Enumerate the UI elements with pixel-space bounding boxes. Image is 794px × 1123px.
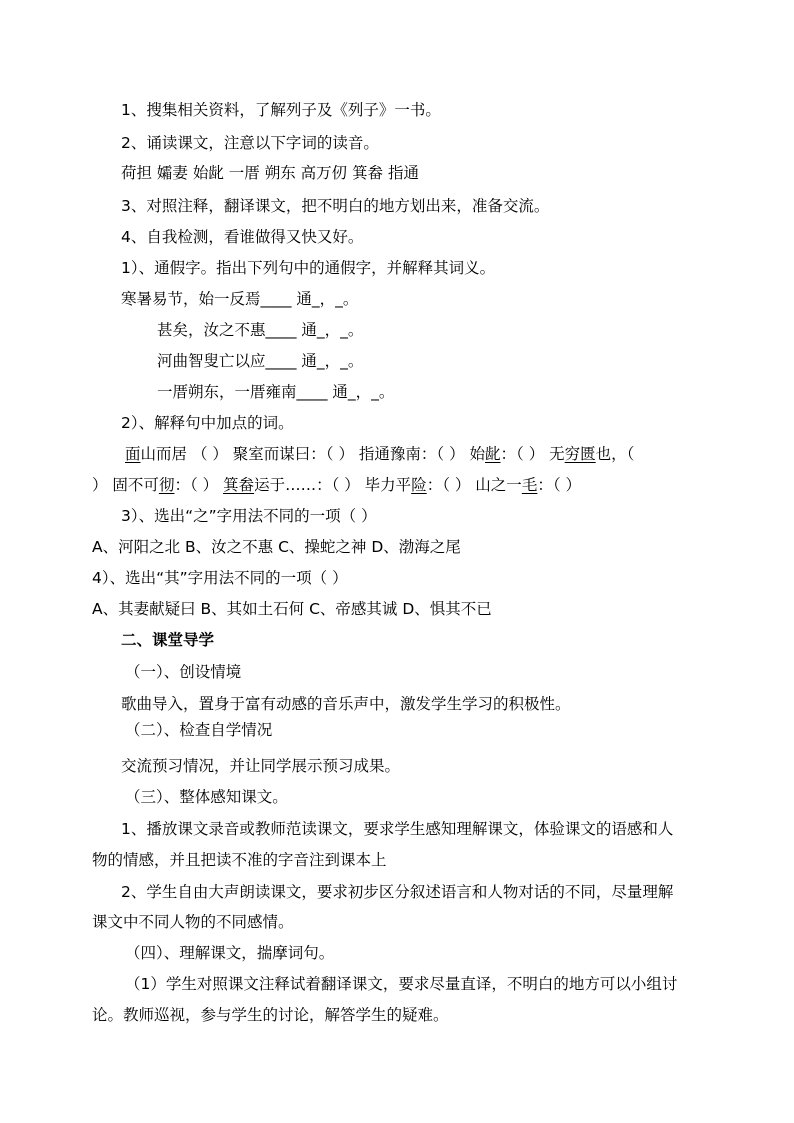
subsection-4-title: （四）、理解课文，揣摩词句。 xyxy=(125,944,335,962)
paragraph-3-line-2: 论。教师巡视，参与学生的讨论，解答学生的疑难。 xyxy=(92,1006,449,1024)
exercise-1-line-2: 甚矣，汝之不惠____ 通_，_。 xyxy=(157,321,364,339)
pronunciation-words: 荷担 孀妻 始龀 一厝 朔东 高万仞 箕畚 指通 xyxy=(121,164,419,182)
dotted-word: 毛 xyxy=(521,476,538,494)
subsection-1-title: （一）、创设情境 xyxy=(125,663,242,681)
word-text: ：（ ） 山之一 xyxy=(426,476,522,494)
exercise-4-question: 4）、选出“其”字用法不同的一项（ ） xyxy=(92,569,348,587)
word-text: 也，（ xyxy=(595,445,635,463)
paragraph-1-line-1: 1、播放课文录音或教师范读课文，要求学生感知理解课文，体验课文的语感和人 xyxy=(121,820,674,838)
exercise-1-line-1: 寒暑易节，始一反焉____ 通_，_。 xyxy=(121,290,359,308)
word-text: 运于……：（ ） 毕力平 xyxy=(254,476,412,494)
dotted-word: 箕畚 xyxy=(223,476,255,494)
exercise-2-heading: 2）、解释句中加点的词。 xyxy=(121,414,294,432)
subsection-2-title: （二）、检查自学情况 xyxy=(125,721,273,739)
exercise-4-options: A、其妻献疑曰 B、其如土石何 C、帝感其诚 D、惧其不已 xyxy=(92,600,492,618)
word-text: ） 固不可 xyxy=(92,476,159,494)
exercise-3-question: 3）、选出“之”字用法不同的一项（ ） xyxy=(121,507,377,525)
paragraph-1-line-2: 物的情感，并且把读不准的字音注到课本上 xyxy=(92,851,387,869)
word-text: ：（ ） 无 xyxy=(500,445,565,463)
paragraph-3-line-1: （1）学生对照课文注释试着翻译课文，要求尽量直译，不明白的地方可以小组讨 xyxy=(125,975,678,993)
prep-item-3: 3、对照注释，翻译课文，把不明白的地方划出来，准备交流。 xyxy=(121,197,550,215)
exercise-2-row-2 xyxy=(92,475,581,495)
exercise-1-heading: 1）、通假字。指出下列句中的通假字，并解释其词义。 xyxy=(121,259,496,277)
exercise-2-row-1 xyxy=(125,444,634,464)
prep-item-2: 2、诵读课文，注意以下字词的读音。 xyxy=(121,134,379,152)
dotted-word: 彻 xyxy=(158,476,175,494)
subsection-3-title: （三）、整体感知课文。 xyxy=(125,788,288,806)
subsection-2-text: 交流预习情况，并让同学展示预习成果。 xyxy=(121,757,401,775)
exercise-3-options: A、河阳之北 B、汝之不惠 C、操蛇之神 D、渤海之尾 xyxy=(92,538,461,556)
paragraph-2-line-2: 课文中不同人物的不同感情。 xyxy=(92,913,294,931)
subsection-1-text: 歌曲导入，置身于富有动感的音乐声中，激发学生学习的积极性。 xyxy=(121,695,571,713)
paragraph-2-line-1: 2、学生自由大声朗读课文，要求初步区分叙述语言和人物对话的不同，尽量理解 xyxy=(121,883,674,901)
exercise-1-line-3: 河曲智叟亡以应____ 通_，_。 xyxy=(157,352,364,370)
exercise-1-line-4: 一厝朔东，一厝雍南____ 通_，_。 xyxy=(157,383,395,401)
dotted-word: 面 xyxy=(125,445,141,463)
word-text: 山而居 （ ） 聚室而谋曰：（ ） 指通豫南：（ ） 始 xyxy=(140,445,486,463)
word-text: ：（ ） xyxy=(174,476,224,494)
prep-item-1: 1、搜集相关资料，了解列子及《列子》一书。 xyxy=(121,101,441,119)
prep-item-4: 4、自我检测，看谁做得又快又好。 xyxy=(121,228,364,246)
word-text: ：（ ） xyxy=(537,476,582,494)
dotted-word: 龀 xyxy=(485,445,501,463)
dotted-word: 穷匮 xyxy=(564,445,596,463)
dotted-word: 险 xyxy=(411,476,427,494)
section-heading: 二、课堂导学 xyxy=(121,631,215,649)
